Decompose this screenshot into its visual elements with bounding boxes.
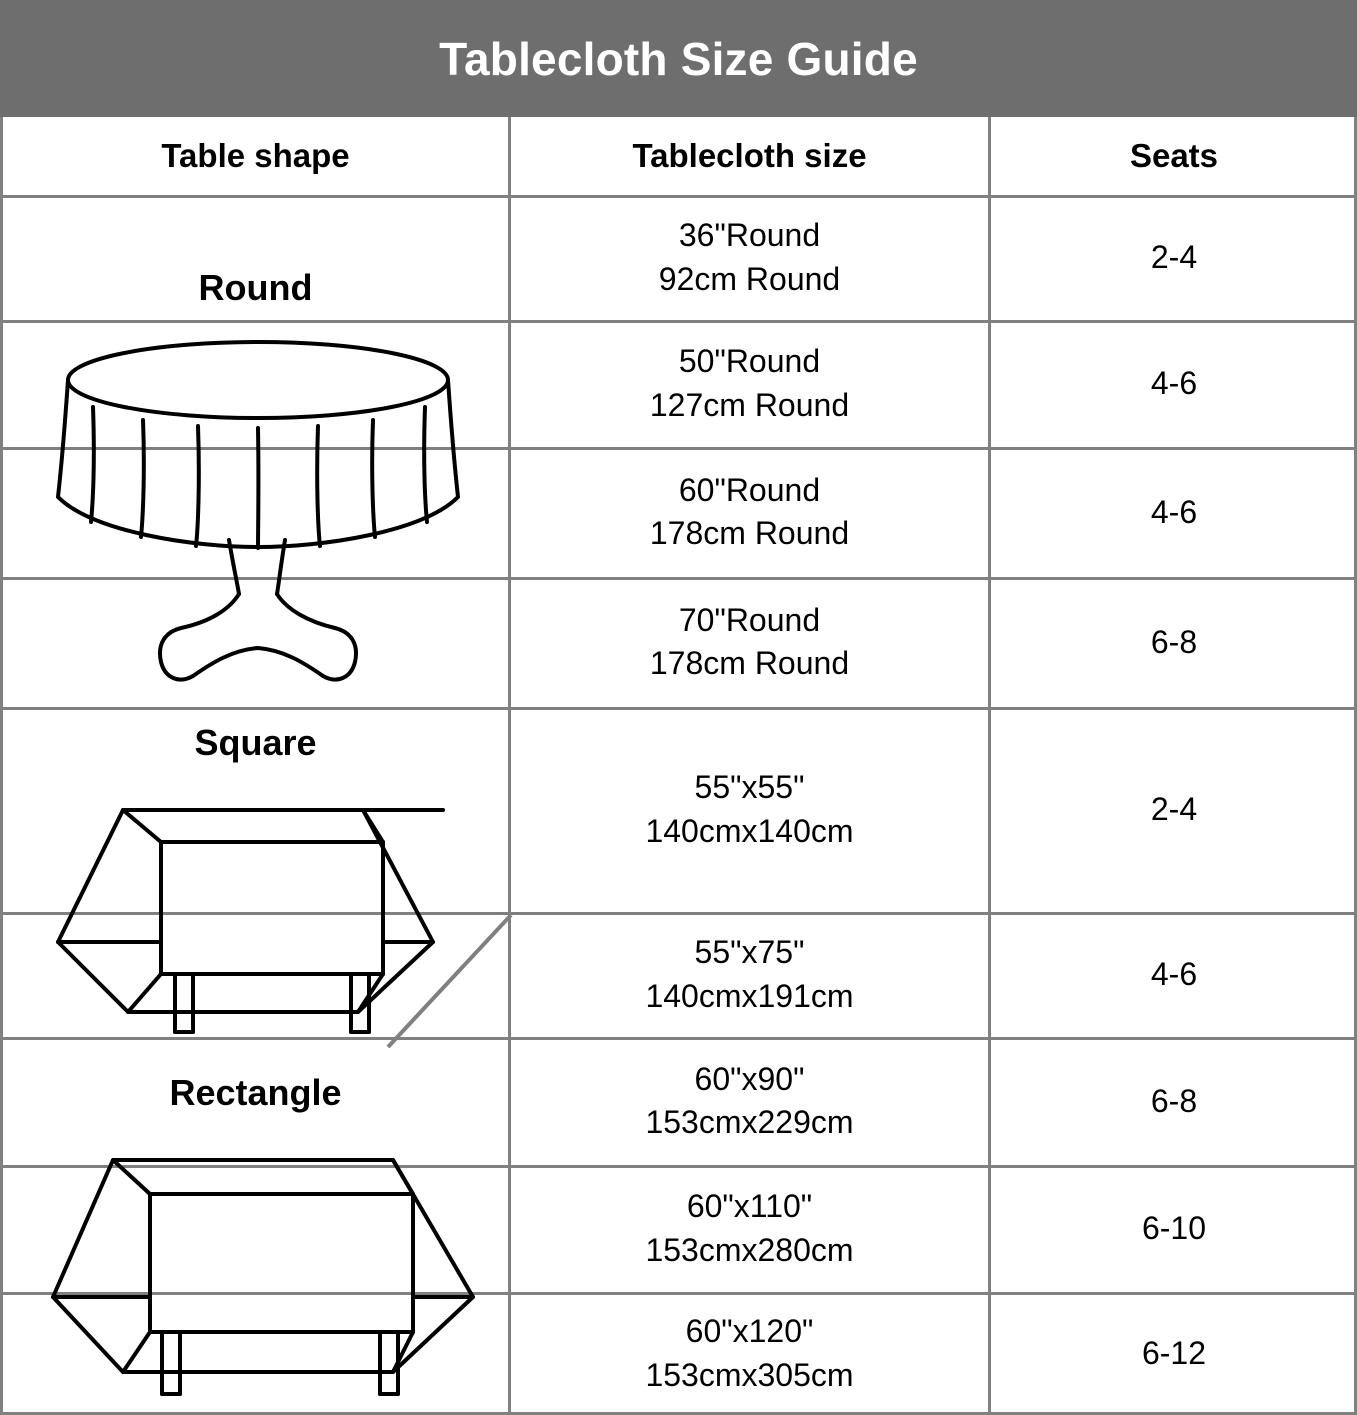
seats-value: 6-10 bbox=[1141, 1210, 1207, 1246]
size-inches: 60"x90" bbox=[694, 1060, 805, 1097]
table-row bbox=[511, 580, 988, 704]
size-cm: 127cm Round bbox=[649, 386, 850, 423]
table-row bbox=[511, 710, 988, 909]
round-table-icon bbox=[33, 332, 483, 702]
size-cm: 140cmx140cm bbox=[645, 812, 854, 849]
seats-value: 2-4 bbox=[1150, 791, 1198, 827]
size-inches: 60"x120" bbox=[685, 1313, 814, 1350]
column-header-tablecloth-size: Tablecloth size bbox=[632, 137, 867, 174]
guide-header bbox=[0, 0, 1357, 117]
table-row bbox=[511, 1040, 988, 1162]
seats-value: 2-4 bbox=[1150, 239, 1198, 275]
table-row bbox=[511, 323, 988, 444]
size-inches: 55"x75" bbox=[694, 934, 805, 971]
size-inches: 55"x55" bbox=[694, 769, 805, 806]
size-cm: 140cmx191cm bbox=[645, 977, 854, 1014]
rectangle-table-icon bbox=[28, 1132, 488, 1402]
size-table bbox=[0, 117, 1357, 1415]
table-row bbox=[511, 1168, 988, 1289]
size-cm: 153cmx229cm bbox=[645, 1104, 854, 1140]
size-inches: 60"x110" bbox=[686, 1188, 813, 1225]
seats-value: 4-6 bbox=[1150, 956, 1198, 992]
seats-value: 6-8 bbox=[1150, 1082, 1198, 1119]
size-inches: 50"Round bbox=[678, 343, 821, 380]
table-row bbox=[511, 1295, 988, 1412]
seats-value: 6-8 bbox=[1150, 623, 1198, 660]
size-cm: 153cmx305cm bbox=[645, 1356, 854, 1393]
table-row bbox=[511, 198, 988, 317]
size-cm: 153cmx280cm bbox=[645, 1231, 854, 1268]
table-row bbox=[511, 915, 988, 1034]
size-inches: 60"Round bbox=[678, 471, 821, 508]
seats-value: 4-6 bbox=[1150, 493, 1198, 530]
size-inches: 70"Round bbox=[678, 601, 821, 638]
seats-value: 4-6 bbox=[1150, 365, 1198, 401]
size-cm: 178cm Round bbox=[649, 645, 850, 681]
size-inches: 36"Round bbox=[678, 217, 821, 254]
size-cm: 92cm Round bbox=[658, 260, 841, 297]
shape-label-round: Round bbox=[198, 267, 313, 308]
size-cm: 178cm Round bbox=[649, 515, 850, 551]
leader-line-square bbox=[383, 907, 523, 1052]
table-row bbox=[511, 450, 988, 574]
shape-label-rectangle: Rectangle bbox=[169, 1072, 342, 1113]
seats-value: 6-12 bbox=[1141, 1335, 1207, 1371]
column-header-table-shape: Table shape bbox=[161, 137, 350, 174]
shape-label-square: Square bbox=[194, 722, 317, 763]
page-title: Tablecloth Size Guide bbox=[439, 32, 918, 85]
column-header-seats: Seats bbox=[1129, 137, 1219, 174]
